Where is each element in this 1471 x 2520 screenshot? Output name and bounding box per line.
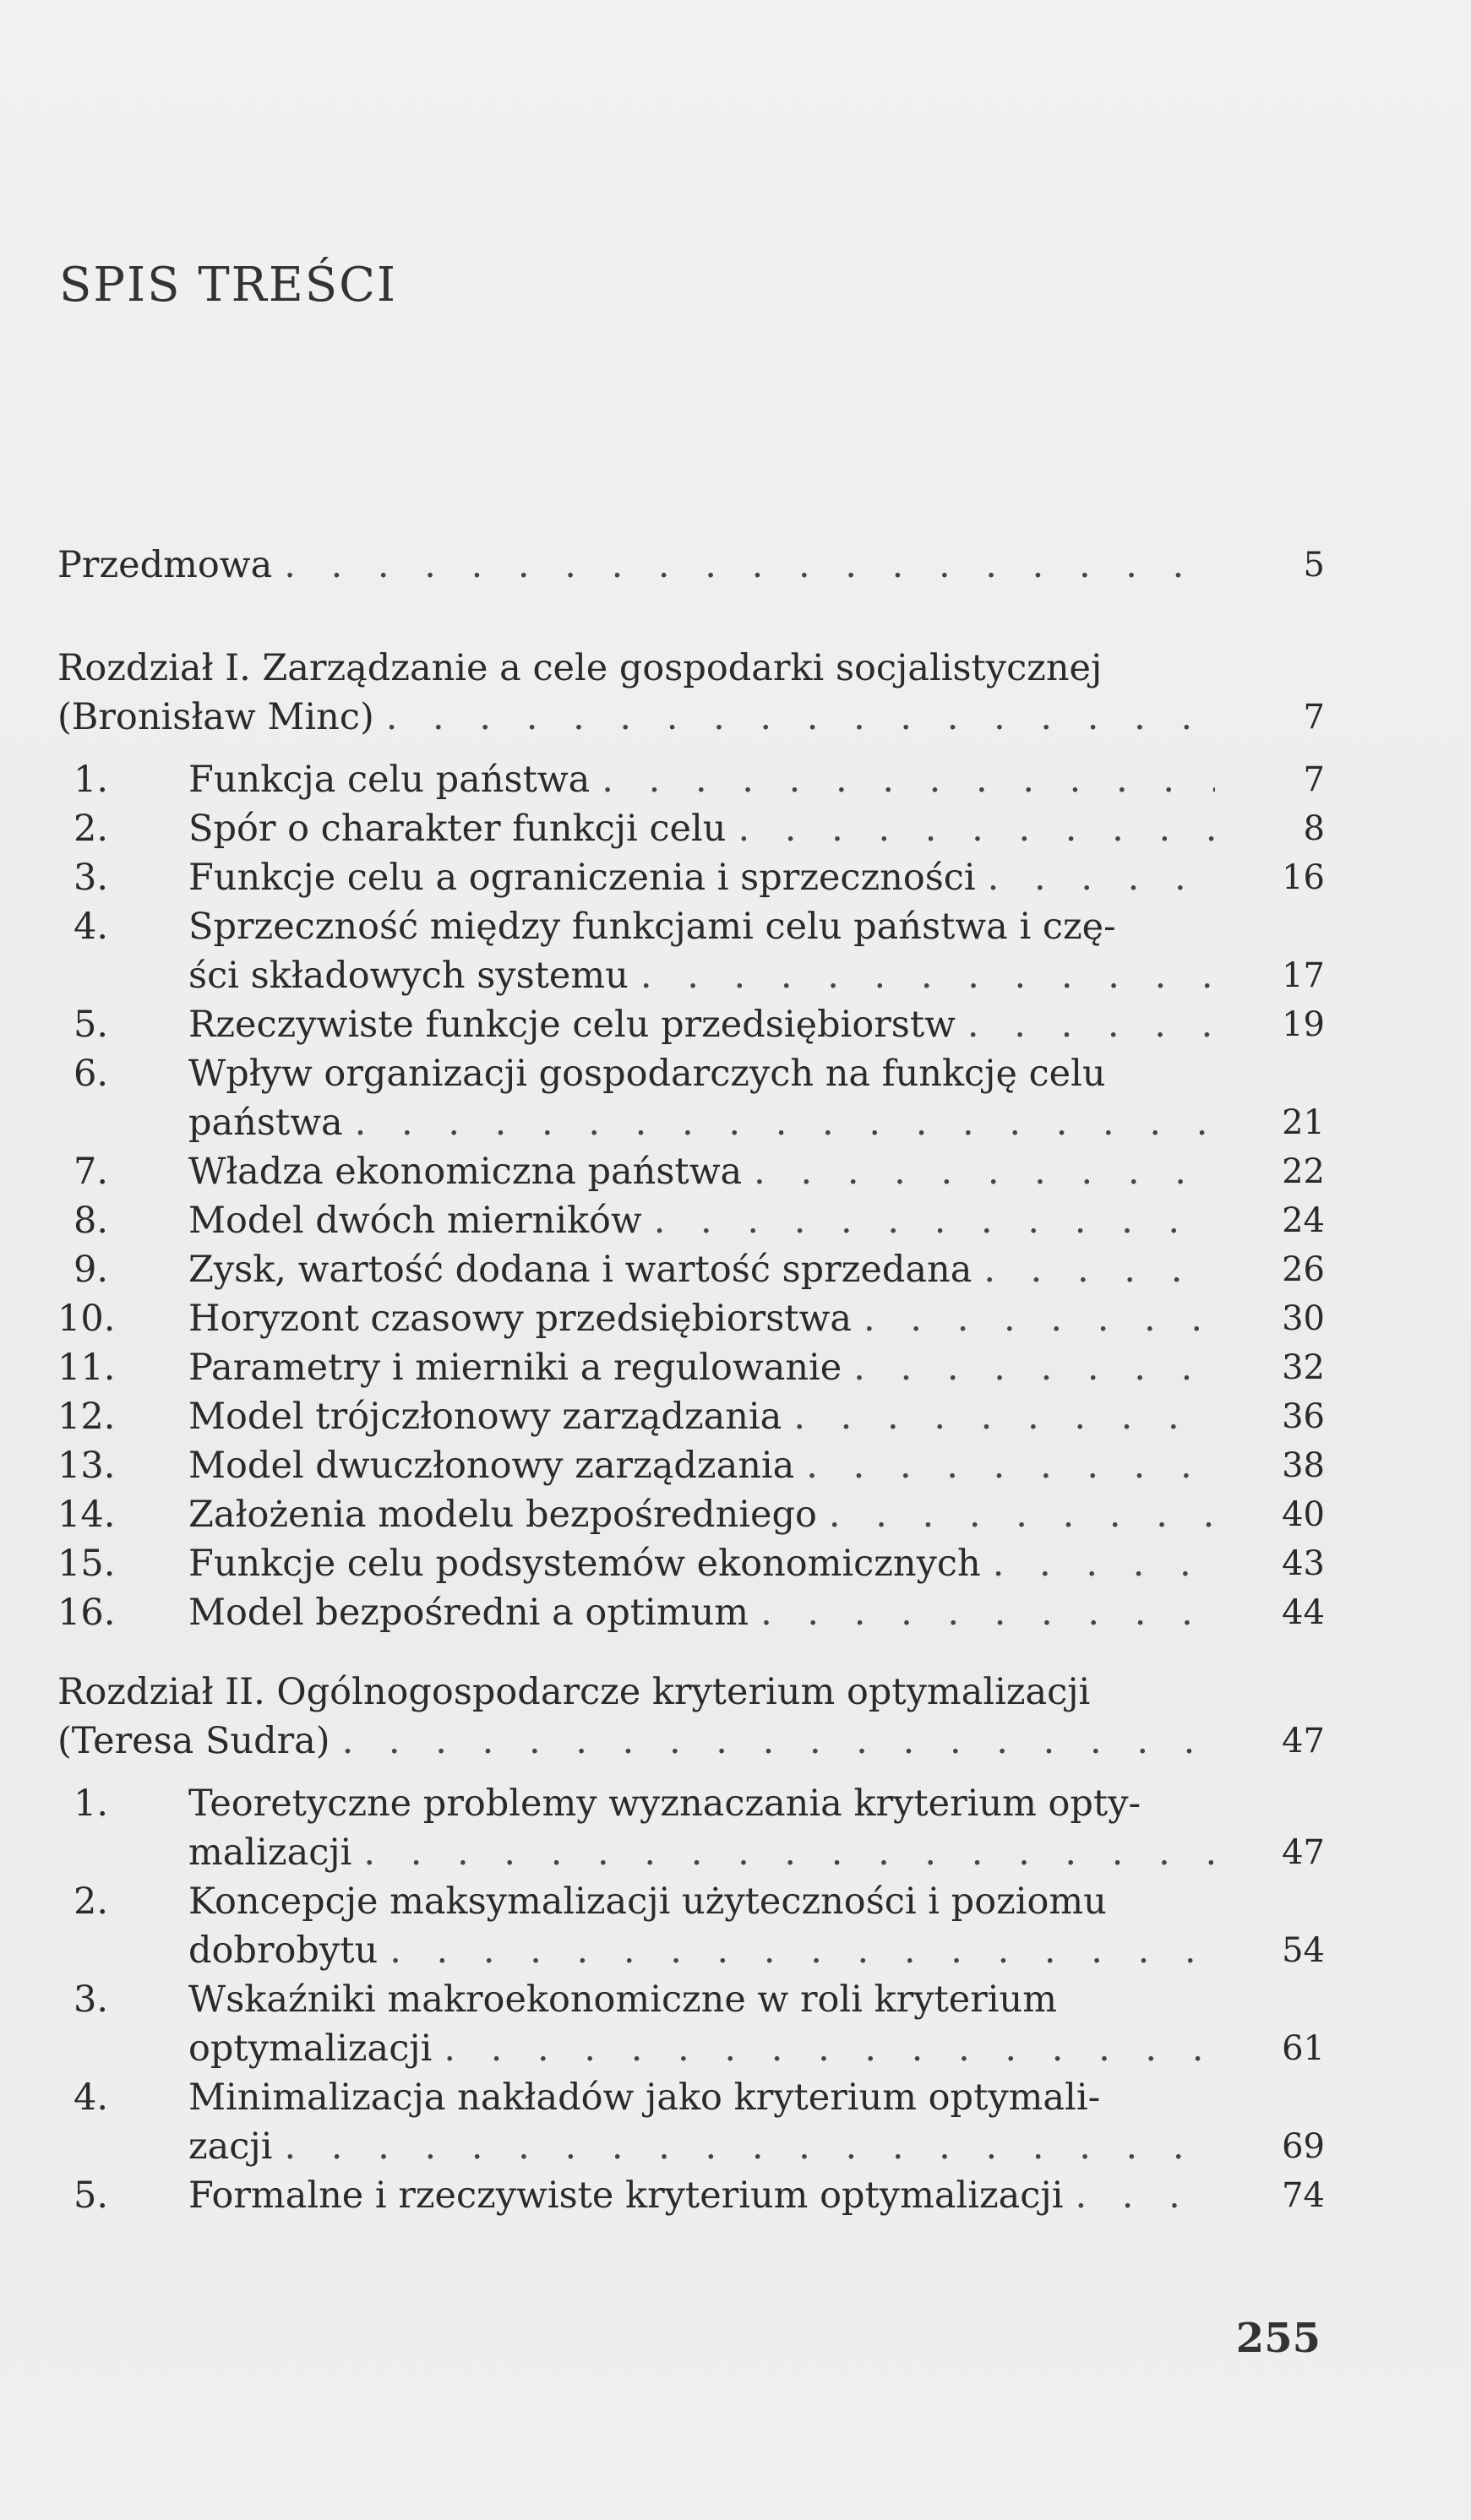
section-title: ści składowych systemu — [188, 955, 629, 997]
entry-page: 43 — [1282, 1544, 1325, 1583]
leader-dots — [284, 541, 1215, 590]
section-title: dobrobytu — [188, 1929, 379, 1972]
section-title: Rzeczywiste funkcje celu przedsiębiorstw — [188, 1004, 956, 1046]
toc-section-entry — [57, 1000, 1325, 1049]
section-title: Model bezpośredni a optimum — [188, 1592, 749, 1634]
leader-dots — [853, 1343, 1215, 1392]
toc-section-entry — [57, 1392, 1325, 1441]
entry-page: 40 — [1282, 1495, 1325, 1534]
section-number: 4. — [73, 2076, 108, 2119]
entry-page: 74 — [1282, 2176, 1325, 2215]
toc-section-entry — [57, 1588, 1325, 1637]
toc-entry-preface — [57, 541, 1325, 590]
section-number: 3. — [73, 1978, 108, 2021]
section-title: optymalizacji — [188, 2027, 433, 2070]
leader-dots — [793, 1392, 1215, 1441]
section-number: 6. — [73, 1053, 108, 1095]
entry-page: 22 — [1282, 1152, 1325, 1191]
section-number: 4. — [73, 906, 108, 948]
page-title: SPIS TREŚCI — [59, 258, 398, 313]
leader-dots — [760, 1588, 1215, 1637]
chapter-1-sections — [57, 755, 1325, 1637]
leader-dots — [829, 1490, 1215, 1539]
entry-page: 44 — [1282, 1593, 1325, 1632]
leader-dots — [806, 1441, 1215, 1490]
section-title: Funkcje celu podsystemów ekonomicznych — [188, 1543, 981, 1585]
toc-section-entry — [57, 1779, 1325, 1877]
section-number: 12. — [57, 1396, 116, 1438]
leader-dots — [738, 804, 1215, 853]
toc-section-entry — [57, 755, 1325, 804]
section-title: Koncepcje maksymalizacji użyteczności i poziomu — [188, 1880, 1107, 1923]
section-number: 2. — [73, 1880, 108, 1923]
section-title: zacji — [188, 2125, 273, 2168]
section-title: Minimalizacja nakładów jako kryterium optymali- — [188, 2076, 1101, 2119]
section-title: Spór o charakter funkcji celu — [188, 808, 727, 850]
toc-section-entry — [57, 1343, 1325, 1392]
entry-page: 17 — [1282, 956, 1325, 995]
section-number: 13. — [57, 1445, 116, 1487]
section-number: 14. — [57, 1494, 116, 1536]
leader-dots — [284, 2122, 1215, 2171]
section-title: Władza ekonomiczna państwa — [188, 1151, 743, 1193]
section-number: 5. — [73, 1004, 108, 1046]
entry-page: 5 — [1303, 546, 1325, 585]
entry-page: 30 — [1282, 1299, 1325, 1338]
toc-section-entry — [57, 804, 1325, 853]
leader-dots — [754, 1147, 1215, 1196]
toc-section-entry — [57, 1245, 1325, 1294]
leader-dots — [444, 2024, 1215, 2073]
chapter-author: (Bronisław Minc) — [57, 696, 374, 738]
toc-section-entry — [57, 1877, 1325, 1975]
entry-page: 7 — [1303, 760, 1325, 799]
toc-section-entry — [57, 1196, 1325, 1245]
section-number: 11. — [57, 1347, 116, 1389]
toc-section-entry — [57, 853, 1325, 902]
section-title: Funkcje celu a ograniczenia i sprzeczności — [188, 857, 976, 899]
entry-page: 47 — [1282, 1722, 1325, 1761]
toc-entry-chapter-1 — [57, 644, 1325, 742]
toc-section-entry — [57, 2073, 1325, 2171]
entry-page: 61 — [1282, 2029, 1325, 2068]
entry-page: 8 — [1303, 809, 1325, 848]
page-number: 255 — [1235, 2315, 1321, 2362]
section-title: Funkcja celu państwa — [188, 759, 591, 801]
entry-page: 7 — [1303, 698, 1325, 737]
section-number: 8. — [73, 1200, 108, 1242]
chapter-2-sections — [57, 1779, 1325, 2220]
toc-section-entry — [57, 1147, 1325, 1196]
toc-section-entry — [57, 1294, 1325, 1343]
toc-section-entry — [57, 1049, 1325, 1147]
entry-text: Przedmowa — [57, 544, 273, 586]
leader-dots — [342, 1717, 1215, 1766]
entry-page: 24 — [1282, 1201, 1325, 1240]
leader-dots — [864, 1294, 1215, 1343]
section-title: Formalne i rzeczywiste kryterium optymalizacji — [188, 2174, 1064, 2217]
leader-dots — [390, 1926, 1215, 1975]
entry-page: 38 — [1282, 1446, 1325, 1485]
section-number: 5. — [73, 2174, 108, 2217]
leader-dots — [363, 1828, 1215, 1877]
section-title: malizacji — [188, 1831, 352, 1874]
leader-dots — [654, 1196, 1215, 1245]
section-title: Teoretyczne problemy wyznaczania kryterium opty- — [188, 1783, 1141, 1825]
chapter-heading: Rozdział II. Ogólnogospodarcze kryterium optymalizacji — [57, 1671, 1091, 1713]
chapter-author: (Teresa Sudra) — [57, 1720, 330, 1762]
entry-page: 19 — [1282, 1005, 1325, 1044]
toc-section-entry — [57, 902, 1325, 1000]
entry-page: 47 — [1282, 1833, 1325, 1872]
entry-page: 69 — [1282, 2127, 1325, 2166]
toc-section-entry — [57, 1490, 1325, 1539]
leader-dots — [993, 1539, 1215, 1588]
section-title: państwa — [188, 1102, 343, 1144]
section-number: 2. — [73, 808, 108, 850]
toc-entry-chapter-2 — [57, 1668, 1325, 1766]
section-title: Model dwuczłonowy zarządzania — [188, 1445, 795, 1487]
leader-dots — [983, 1245, 1215, 1294]
entry-page: 54 — [1282, 1931, 1325, 1970]
section-title: Horyzont czasowy przedsiębiorstwa — [188, 1298, 853, 1340]
entry-page: 26 — [1282, 1250, 1325, 1289]
section-number: 10. — [57, 1298, 116, 1340]
section-number: 3. — [73, 857, 108, 899]
entry-page: 21 — [1282, 1103, 1325, 1142]
section-title: Model trójczłonowy zarządzania — [188, 1396, 782, 1438]
table-of-contents — [57, 541, 1325, 2220]
entry-page: 36 — [1282, 1397, 1325, 1436]
leader-dots — [1075, 2171, 1215, 2220]
toc-section-entry — [57, 1539, 1325, 1588]
section-title: Model dwóch mierników — [188, 1200, 642, 1242]
section-number: 16. — [57, 1592, 116, 1634]
leader-dots — [988, 853, 1215, 902]
toc-section-entry — [57, 1441, 1325, 1490]
section-number: 15. — [57, 1543, 116, 1585]
section-title: Sprzeczność między funkcjami celu państwa i czę- — [188, 906, 1116, 948]
section-title: Wskaźniki makroekonomiczne w roli kryterium — [188, 1978, 1057, 2021]
entry-page: 32 — [1282, 1348, 1325, 1387]
toc-section-entry — [57, 2171, 1325, 2220]
leader-dots — [640, 951, 1215, 1000]
section-number: 7. — [73, 1151, 108, 1193]
leader-dots — [602, 755, 1215, 804]
entry-page: 16 — [1282, 858, 1325, 897]
toc-section-entry — [57, 1975, 1325, 2073]
section-title: Zysk, wartość dodana i wartość sprzedana — [188, 1249, 972, 1291]
leader-dots — [386, 693, 1215, 742]
section-title: Parametry i mierniki a regulowanie — [188, 1347, 842, 1389]
section-number: 9. — [73, 1249, 108, 1291]
section-number: 1. — [73, 759, 108, 801]
leader-dots — [355, 1098, 1215, 1147]
section-number: 1. — [73, 1783, 108, 1825]
chapter-heading: Rozdział I. Zarządzanie a cele gospodarki socjalistycznej — [57, 647, 1103, 689]
leader-dots — [967, 1000, 1215, 1049]
section-title: Założenia modelu bezpośredniego — [188, 1494, 817, 1536]
section-title: Wpływ organizacji gospodarczych na funkcję celu — [188, 1053, 1106, 1095]
